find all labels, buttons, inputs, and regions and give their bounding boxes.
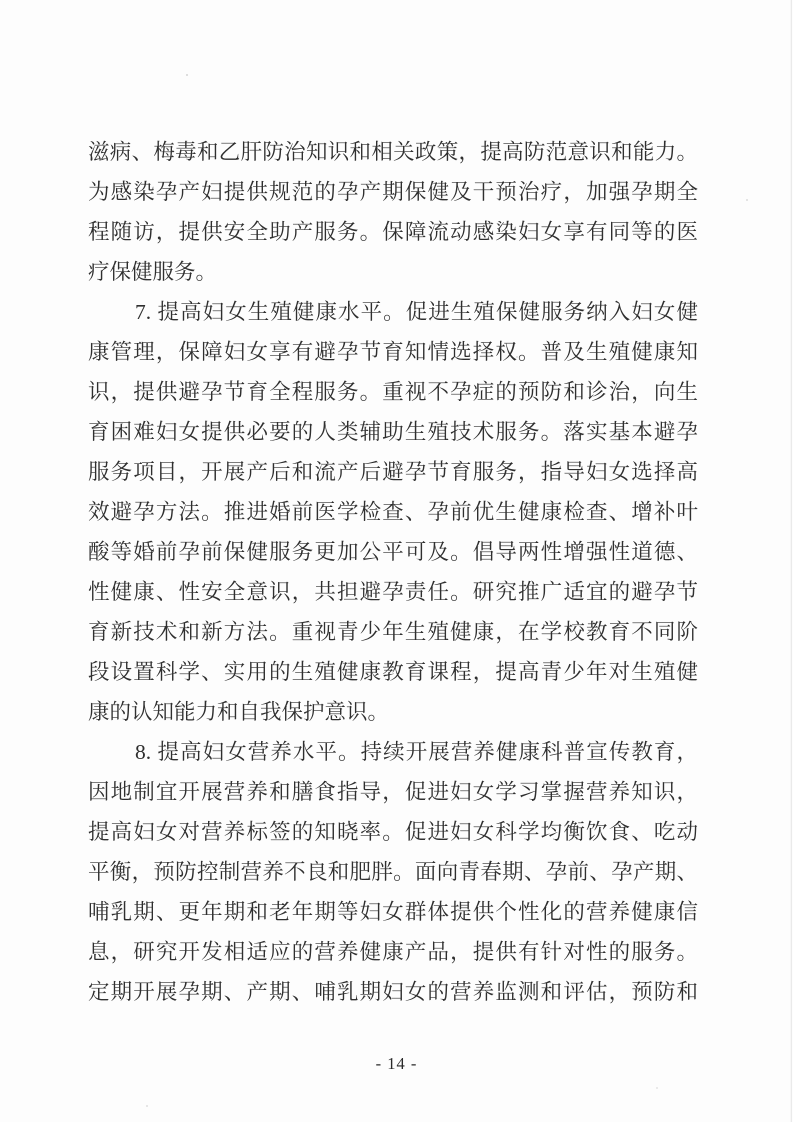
body-text-line: 平衡，预防控制营养不良和肥胖。面向青春期、孕前、孕产期、 — [88, 860, 698, 884]
scan-edge-shadow — [790, 0, 792, 1122]
body-text-line: 康管理，保障妇女享有避孕节育知情选择权。普及生殖健康知 — [88, 340, 698, 364]
body-text-line-item-7-start: 7. 提高妇女生殖健康水平。促进生殖保健服务纳入妇女健 — [135, 300, 698, 324]
body-text-line: 效避孕方法。推进婚前医学检查、孕前优生健康检查、增补叶 — [88, 500, 698, 524]
body-text-line: 识，提供避孕节育全程服务。重视不孕症的预防和诊治，向生 — [88, 380, 698, 404]
body-text-line: 康的认知能力和自我保护意识。 — [88, 700, 390, 724]
body-text-line-item-8-start: 8. 提高妇女营养水平。持续开展营养健康科普宣传教育， — [135, 740, 698, 764]
body-text-line: 段设置科学、实用的生殖健康教育课程，提高青少年对生殖健 — [88, 660, 698, 684]
body-text-line: 息，研究开发相适应的营养健康产品，提供有针对性的服务。 — [88, 940, 698, 964]
page-number: - 14 - — [375, 1054, 418, 1073]
body-text-line: 服务项目，开展产后和流产后避孕节育服务，指导妇女选择高 — [88, 460, 698, 484]
body-text-line: 因地制宜开展营养和膳食指导，促进妇女学习掌握营养知识， — [88, 780, 698, 804]
body-text-line: 性健康、性安全意识，共担避孕责任。研究推广适宜的避孕节 — [88, 580, 698, 604]
body-text-line: 哺乳期、更年期和老年期等妇女群体提供个性化的营养健康信 — [88, 900, 698, 924]
scan-noise-specks — [186, 74, 188, 76]
body-text-line: 程随访，提供安全助产服务。保障流动感染妇女享有同等的医 — [88, 220, 698, 244]
body-text-line: 酸等婚前孕前保健服务更加公平可及。倡导两性增强性道德、 — [88, 540, 698, 564]
body-text-line: 定期开展孕期、产期、哺乳期妇女的营养监测和评估，预防和 — [88, 980, 698, 1004]
body-text-line: 为感染孕产妇提供规范的孕产期保健及干预治疗，加强孕期全 — [88, 180, 698, 204]
body-text-line: 育困难妇女提供必要的人类辅助生殖技术服务。落实基本避孕 — [88, 420, 698, 444]
body-text-line: 提高妇女对营养标签的知晓率。促进妇女科学均衡饮食、吃动 — [88, 820, 698, 844]
body-text-line: 滋病、梅毒和乙肝防治知识和相关政策，提高防范意识和能力。 — [88, 140, 698, 164]
document-body — [88, 132, 698, 1012]
body-text-line: 疗保健服务。 — [88, 260, 218, 284]
body-text-line: 育新技术和新方法。重视青少年生殖健康，在学校教育不同阶 — [88, 620, 698, 644]
